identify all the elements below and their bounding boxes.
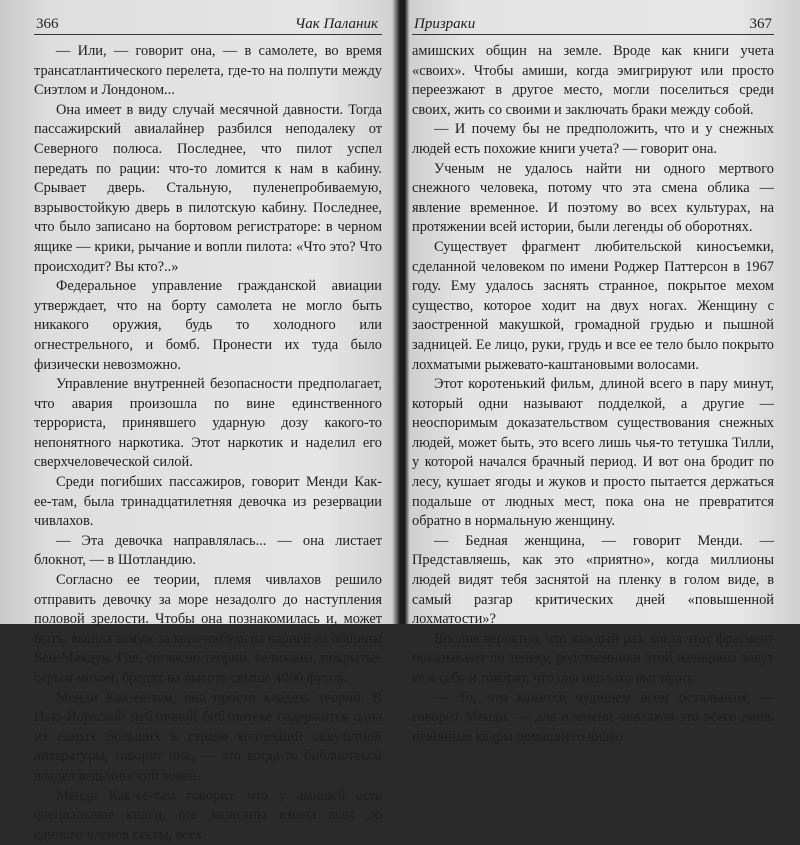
paragraph: Существует фрагмент любительской киносъемки, сделанной человеком по имени Роджер Паттерсон в 1967 году. Ему удалось заснять странное, покрытое мехом существо, которое ходит на двух ногах. Женщину с заостренной макушкой, громадной грудью и пышной задницей. Ее лицо, руки, грудь и все ее тело было покрыто лохматыми рыжевато-каштановыми волосами.	[412, 238, 774, 373]
paragraph: — То, что кажется чудищем всем остальным, — говорит Менди, — для племени чивлахов это всего лишь невинные кадры домашнего видео.	[412, 689, 774, 745]
paragraph: амишских общин на земле. Вроде как книги учета «своих». Чтобы амиши, когда эмигрируют или просто переезжают в другое место, могли поселиться среди своих, жить со своими и заключать браки между собой.	[412, 43, 774, 118]
right-page	[404, 0, 800, 745]
paragraph: Менди Как-ее-там говорит, что у амишей есть специальные книги, где записаны имена всех до единого членов секты, всех	[34, 787, 382, 843]
paragraph: Она имеет в виду случай месячной давности. Тогда пассажирский авиалайнер разбился неподалеку от Северного полюса. Последнее, что пилот успел передать по рации: что-то ломится к нам в кабину. Срывает дверь. Стальную, пуленепробиваемую, взрывостойкую дверь в пилотскую кабину. Последнее, что было записано на бортовом регистраторе: в черном ящике — крики, рычание и вопли пилота: «Что это? Что происходит? Вы кто?..»	[34, 101, 382, 275]
page-number: 366	[36, 16, 59, 32]
paragraph: Управление внутренней безопасности предполагает, что авария произошла по вине единственного террориста, принявшего ударную дозу какого-то непонятного наркотика. Этот наркотик и наделил его сверхчеловеческой силой.	[34, 376, 382, 471]
running-title: Чак Паланик	[294, 16, 378, 32]
header-rule	[412, 34, 774, 35]
paragraph: — Или, — говорит она, — в самолете, во время трансатлантического перелета, где-то на полпути между Сиэтлом и Лондоном...	[34, 43, 382, 99]
page-text	[34, 42, 382, 845]
page-number: 367	[749, 16, 772, 32]
running-title: Призраки	[414, 16, 476, 32]
page-text	[412, 42, 774, 747]
paragraph: Менди Как-ее-там, она просто кладезь теорий. В Нью-Йоркской публичной библиотеке содержится одна из самых больших в стране коллекций оккультной литературы, говорит она, — это когда-то библиотекой владел ведьминский ковен.	[34, 689, 382, 784]
paragraph: Согласно ее теории, племя чивлахов решило отправить девочку за море незадолго до наступления половой зрелости. Чтобы она познакомилась и, может быть, вышла замуж за кого-нибудь из парней из общины Бен-Макдуи. Где, согласно теории, великаны, покрытые серым мехом, бродят на высоте свыше 4000 футов.	[34, 572, 382, 686]
paragraph: Ученым не удалось найти ни одного мертвого снежного человека, потому что эта смена облика — явление временное. И поэтому во всех культурах, на протяжении всей истории, были легенды об оборотнях.	[412, 160, 774, 236]
paragraph: Среди погибших пассажиров, говорит Менди Как-ее-там, была тринадцатилетняя девочка из резервации чивлахов.	[34, 474, 382, 530]
left-page	[0, 0, 396, 843]
paragraph: Этот коротенький фильм, длиной всего в пару минут, который одни называют подделкой, а другие — неоспоримым доказательством существования снежных людей, может быть, это всего лишь чья-то тетушка Тилли, у которой начался брачный период. И вот она бродит по лесу, кушает ягоды и жуков и просто пытается держаться подальше от людных мест, пока она не превратится обратно в нормальную женщину.	[412, 376, 774, 530]
paragraph: — И почему бы не предположить, что и у снежных людей есть похожие книги учета? — говорит она.	[412, 121, 774, 157]
header-rule	[34, 34, 382, 35]
paragraph: Вполне вероятно, что каждый раз, когда этот фрагмент показывают по телеку, родственники этой женщины зовут ее к себе и говорят, что она неплохо выглядит.	[412, 630, 774, 686]
paragraph: — Эта девочка направлялась... — она листает блокнот, — в Шотландию.	[34, 532, 382, 569]
paragraph: Федеральное управление гражданской авиации утверждает, что на борту самолета не могло быть никакого оружия, будь то холодного или огнестрельного, и бомб. Пронести их туда было физически невозможно.	[34, 278, 382, 373]
paragraph: — Бедная женщина, — говорит Менди. — Представляешь, как это «приятно», когда миллионы людей видят тебя заснятой на пленку в голом виде, в самый разгар критических дней «повышенной лохматости»?	[412, 532, 774, 628]
